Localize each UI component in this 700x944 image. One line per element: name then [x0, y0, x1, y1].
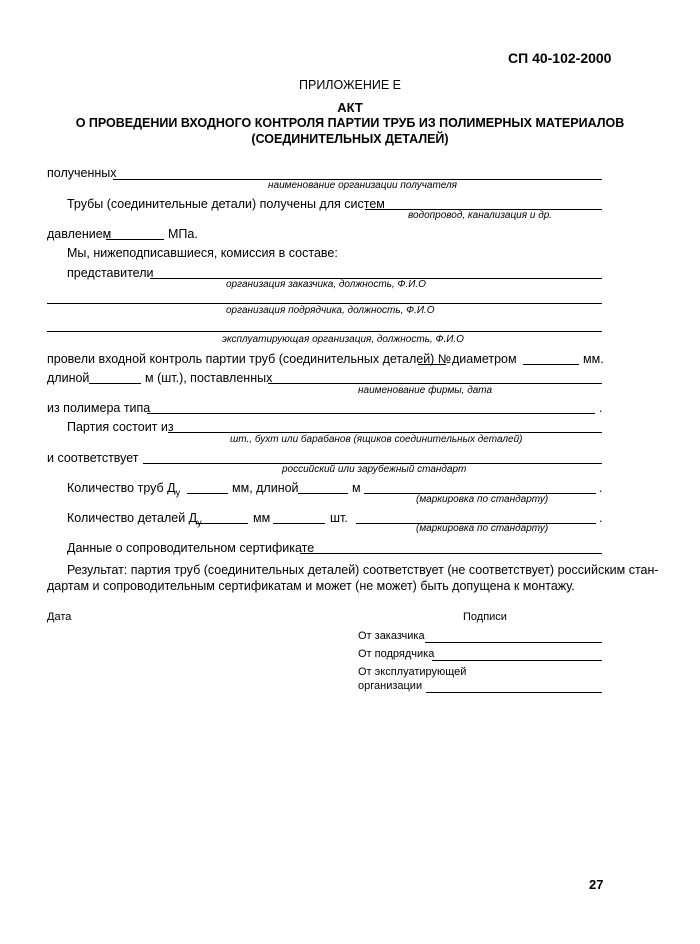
act-subtitle-line2: (СОЕДИНИТЕЛЬНЫХ ДЕТАЛЕЙ)	[251, 132, 449, 146]
batch-line[interactable]	[168, 432, 602, 433]
conforms-label: и соответствует	[47, 451, 139, 465]
supplier-line[interactable]	[268, 383, 602, 384]
batch-label: Партия состоит из	[67, 420, 174, 434]
batch-caption: шт., бухт или барабанов (ящиков соединительных деталей)	[230, 434, 523, 445]
part-marking-caption: (маркировка по стандарту)	[416, 523, 549, 534]
sign-contractor-label: От подрядчика	[358, 648, 435, 660]
sign-operator-line[interactable]	[426, 692, 602, 693]
pipe-marking-dot: .	[599, 481, 603, 495]
contractor-caption: организация подрядчика, должность, Ф.И.О	[226, 305, 435, 316]
conforms-caption: российский или зарубежный стандарт	[282, 464, 467, 475]
length-unit: м (шт.), поставленных	[145, 371, 273, 385]
sign-contractor-line[interactable]	[432, 660, 602, 661]
length-label: длиной	[47, 371, 90, 385]
sign-operator-label-2: организации	[358, 680, 423, 692]
received-caption: наименование организации получателя	[268, 180, 458, 191]
part-qty-label: Количество деталей $Д_у$	[67, 511, 202, 528]
pressure-line[interactable]	[106, 239, 164, 240]
pipe-marking-caption: (маркировка по стандарту)	[416, 494, 549, 505]
pressure-unit: МПа.	[168, 227, 198, 241]
page-number: 27	[589, 877, 604, 892]
part-count-line[interactable]	[273, 523, 325, 524]
certificate-label: Данные о сопроводительном сертификате	[67, 541, 315, 555]
polymer-label: из полимера типа	[47, 401, 151, 415]
certificate-line[interactable]	[300, 553, 602, 554]
diameter-label: диаметром	[452, 352, 517, 366]
pipe-length-line[interactable]	[298, 493, 348, 494]
pipe-qty-subscript: у	[175, 487, 181, 498]
act-title: АКТ	[337, 100, 363, 115]
supplier-caption: наименование фирмы, дата	[358, 385, 493, 396]
appendix-label: ПРИЛОЖЕНИЕ Е	[299, 78, 401, 92]
polymer-dot: .	[599, 401, 603, 415]
diameter-unit: мм.	[583, 352, 604, 366]
reps-caption: организация заказчика, должность, Ф.И.О	[226, 279, 426, 290]
diameter-line[interactable]	[523, 364, 579, 365]
batch-number-line[interactable]	[418, 364, 446, 365]
reps-label: представители	[67, 266, 154, 280]
pipes-label: Трубы (соединительные детали) получены для систем	[67, 197, 385, 211]
signatures-label: Подписи	[463, 611, 507, 623]
part-count-unit: шт.	[330, 511, 348, 525]
document-code: СП 40-102-2000	[508, 50, 612, 66]
result-line-1: Результат: партия труб (соединительных деталей) соответствует (не соответствует) российским стан-	[67, 563, 659, 577]
sign-customer-line[interactable]	[425, 642, 602, 643]
pipe-length-unit: м	[352, 481, 361, 495]
pipe-length-label: мм, длиной	[232, 481, 299, 495]
control-text: провели входной контроль партии труб (соединительных деталей) №	[47, 352, 452, 366]
received-label: полученных	[47, 166, 117, 180]
commission-text: Мы, нижеподписавшиеся, комиссия в составе:	[67, 246, 338, 260]
polymer-line[interactable]	[147, 413, 595, 414]
part-qty-subscript: у	[197, 517, 202, 528]
pipe-qty-label: Количество труб $Д_у$	[67, 481, 181, 498]
part-diameter-unit: мм	[253, 511, 271, 525]
length-line[interactable]	[89, 383, 141, 384]
result-line-2: дартам и сопроводительным сертификатам и может (не может) быть допущена к монтажу.	[47, 579, 575, 593]
part-diameter-line[interactable]	[196, 523, 248, 524]
contractor-line[interactable]	[47, 303, 602, 304]
sign-customer-label: От заказчика	[358, 630, 425, 642]
operator-line[interactable]	[47, 331, 602, 332]
pipes-caption: водопровод, канализация и др.	[408, 210, 553, 221]
pressure-label: давлением	[47, 227, 112, 241]
part-marking-dot: .	[599, 511, 603, 525]
pipe-diameter-line[interactable]	[187, 493, 228, 494]
operator-caption: эксплуатирующая организация, должность, Ф.И.О	[222, 334, 464, 345]
act-subtitle-line1: О ПРОВЕДЕНИИ ВХОДНОГО КОНТРОЛЯ ПАРТИИ ТРУБ ИЗ ПОЛИМЕРНЫХ МАТЕРИАЛОВ	[75, 116, 625, 130]
sign-operator-label-1: От эксплуатирующей	[358, 666, 467, 678]
date-label: Дата	[47, 611, 72, 623]
